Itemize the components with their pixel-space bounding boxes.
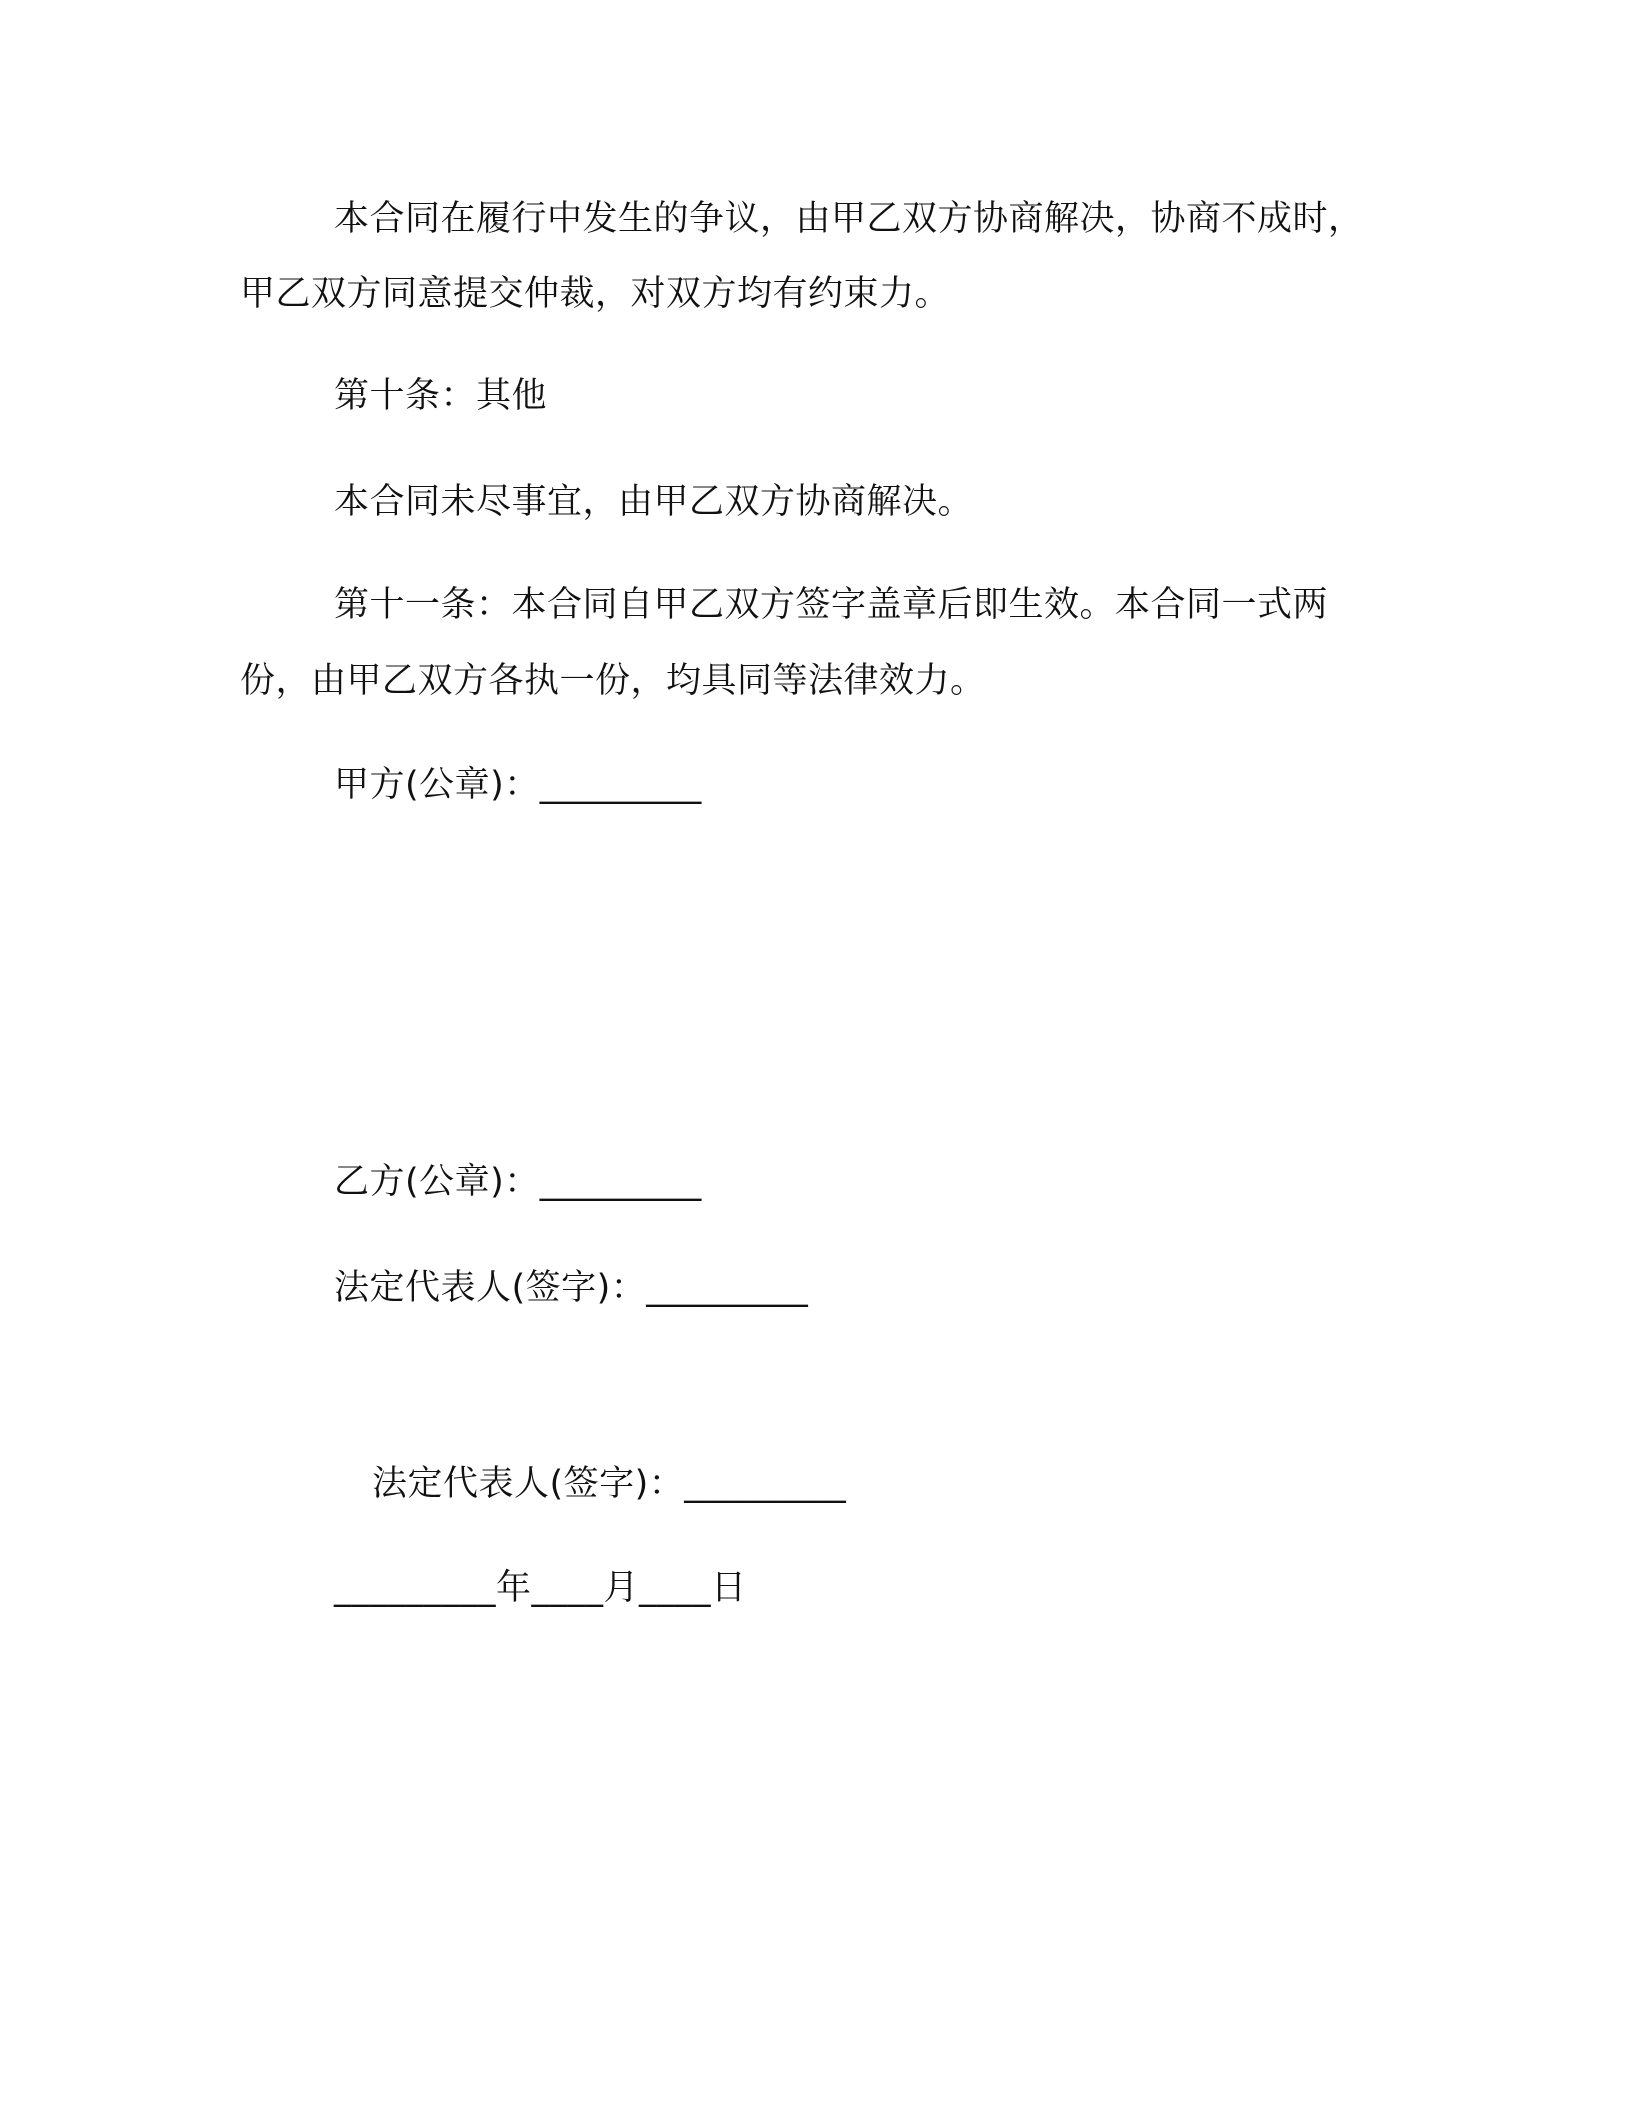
- article-10-heading: 第十条：其他: [334, 376, 548, 416]
- dispute-clause-line-2: 甲乙双方同意提交仲裁，对双方均有约束力。: [240, 274, 951, 314]
- dispute-clause-line-1: 本合同在履行中发生的争议，由甲乙双方协商解决，协商不成时，: [334, 199, 1364, 239]
- article-10-body: 本合同未尽事宜，由甲乙双方协商解决。: [334, 482, 974, 522]
- article-11-line-2: 份，由甲乙双方各执一份，均具同等法律效力。: [240, 661, 986, 701]
- legal-representative-signature-2: 法定代表人(签字)：_________: [372, 1464, 847, 1504]
- party-a-seal-line: 甲方(公章)：_________: [334, 765, 702, 805]
- date-line: _________年____月____日: [334, 1568, 747, 1608]
- article-11-line-1: 第十一条：本合同自甲乙双方签字盖章后即生效。本合同一式两: [334, 585, 1329, 625]
- legal-representative-signature-1: 法定代表人(签字)：_________: [334, 1268, 809, 1308]
- party-b-seal-line: 乙方(公章)：_________: [334, 1162, 702, 1202]
